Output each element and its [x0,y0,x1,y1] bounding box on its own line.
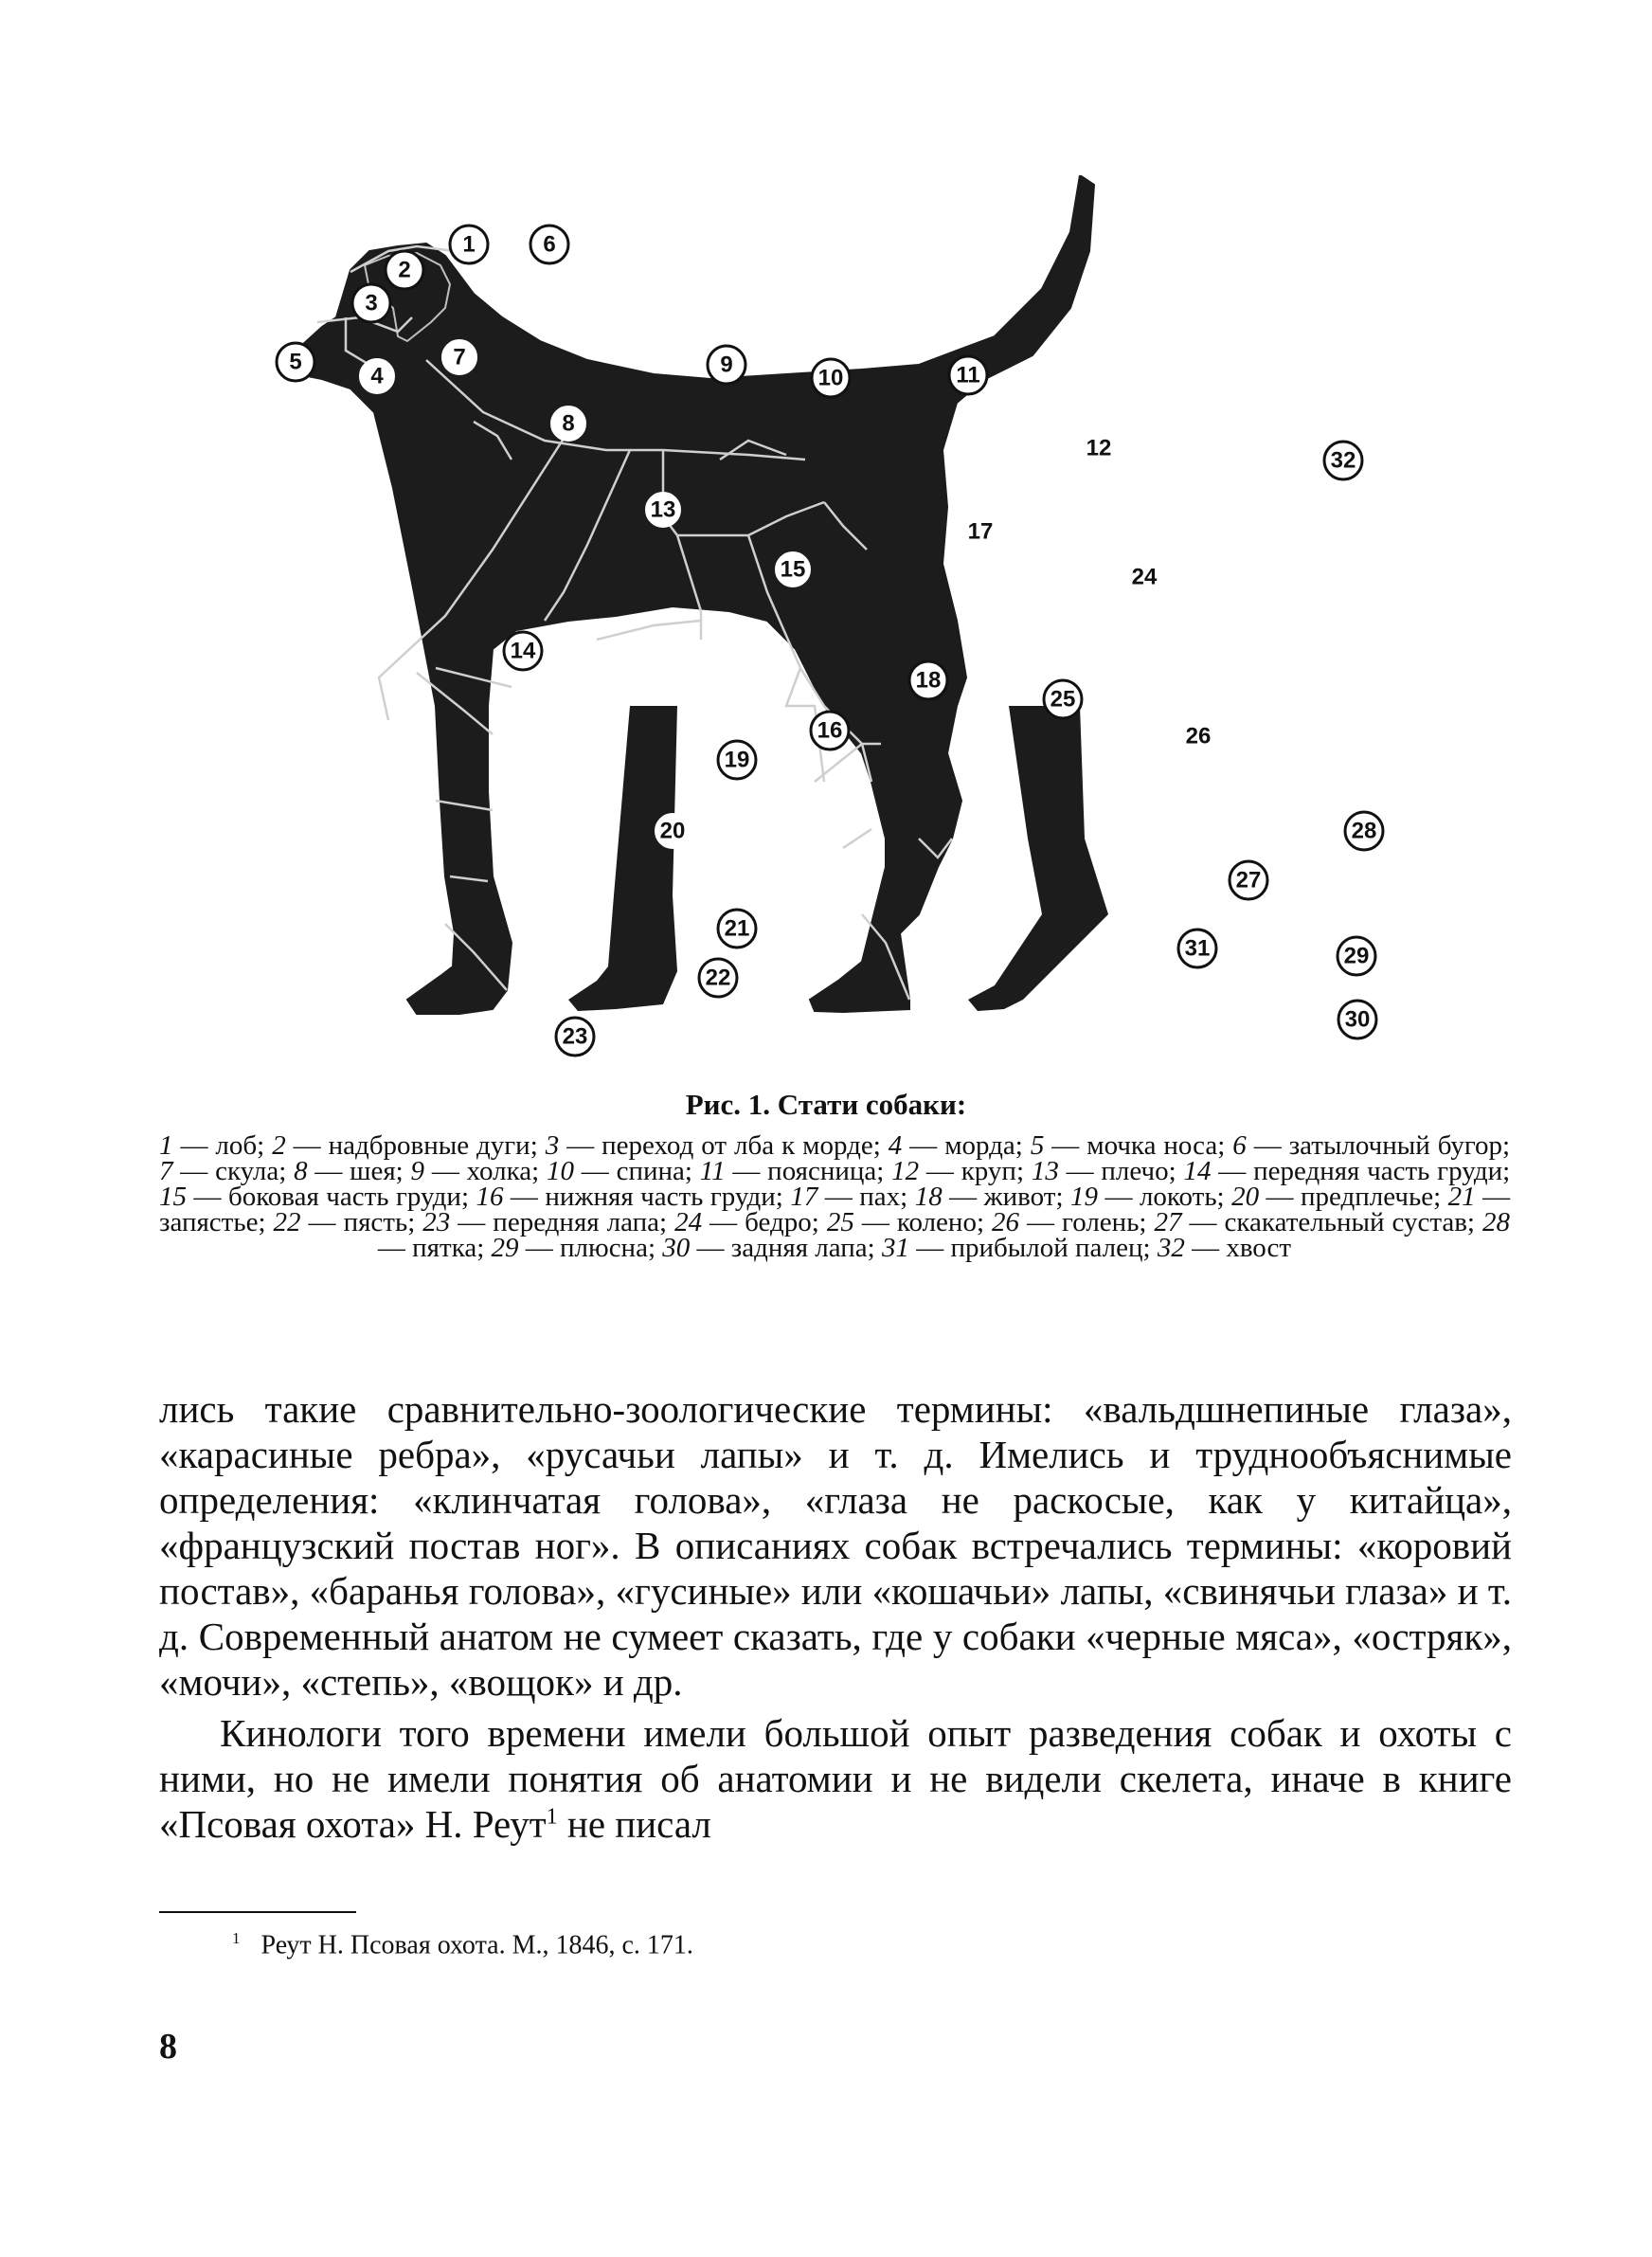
legend-entry-2: 2 — надбровные дуги; [272,1130,538,1161]
legend-entry-29: 29 — плюсна; [491,1233,656,1263]
legend-number: 27 [1154,1207,1182,1237]
svg-text:9: 9 [720,352,733,378]
svg-text:17: 17 [967,518,994,545]
legend-term: хвост [1226,1233,1292,1263]
legend-term: предплечье; [1301,1182,1442,1212]
legend-term: надбровные дуги; [328,1130,538,1161]
legend-term: задняя лапа; [730,1233,875,1263]
legend-number: 12 [891,1156,920,1186]
svg-text:23: 23 [562,1023,588,1050]
svg-text:5: 5 [289,349,302,375]
legend-entry-15: 15 — боковая часть груди; [159,1182,469,1212]
svg-text:29: 29 [1343,943,1370,969]
callout-17 [963,515,997,549]
legend-entry-26: 26 — голень; [992,1207,1147,1237]
svg-text:4: 4 [370,363,384,389]
legend-entry-10: 10 — спина; [547,1156,692,1186]
callout-3 [352,284,390,322]
footnote-text: Реут Н. Псовая охота. М., 1846, с. 171. [260,1930,693,1960]
callout-19 [718,741,756,779]
svg-text:7: 7 [453,344,466,370]
legend-term: лоб; [215,1130,265,1161]
legend-term: скула; [215,1156,287,1186]
legend-number: 6 [1232,1130,1247,1161]
svg-text:12: 12 [1086,435,1112,461]
callout-24 [1127,560,1161,594]
legend-entry-7: 7 — скула; [159,1156,287,1186]
legend-number: 8 [294,1156,308,1186]
dog-far-legs [568,706,1108,1011]
legend-term: круп; [961,1156,1025,1186]
legend-entry-4: 4 — морда; [888,1130,1023,1161]
legend-number: 4 [888,1130,903,1161]
svg-text:20: 20 [659,818,686,844]
legend-term: бедро; [745,1207,819,1237]
callout-8 [551,406,585,441]
figure-caption-title: Рис. 1. Стати собаки: [685,1088,967,1121]
legend-number: 17 [790,1182,818,1212]
legend-number: 1 [159,1130,173,1161]
footnote-mark: 1 [232,1929,241,1947]
legend-term: мочка носа; [1086,1130,1226,1161]
legend-number: 10 [547,1156,574,1186]
legend-number: 9 [410,1156,425,1186]
legend-term: живот; [983,1182,1064,1212]
callout-11 [949,356,987,394]
legend-number: 26 [992,1207,1020,1237]
legend-number: 32 [1157,1233,1185,1263]
callout-31 [1178,930,1216,967]
svg-text:13: 13 [650,497,676,523]
legend-entry-31: 31 — прибылой палец; [881,1233,1151,1263]
callout-28 [1345,812,1383,850]
callout-29 [1338,937,1375,975]
svg-text:15: 15 [780,556,806,583]
dog-anatomy-figure [256,175,1392,1071]
svg-text:21: 21 [724,915,750,942]
legend-entry-11: 11 — поясница; [699,1156,885,1186]
legend-number: 16 [476,1182,504,1212]
page-number: 8 [159,2027,177,2067]
callout-5 [277,343,314,381]
paragraph-2-text: Кинологи того времени имели большой опыт разведения собак и охоты с ними, но не имели понятия об анатомии и не видели скелета, иначе в книге «Псовая охота» Н. Реут [159,1711,1512,1846]
legend-term: переход от лба к морде; [602,1130,881,1161]
legend-entry-6: 6 — затылочный бугор; [1232,1130,1511,1161]
legend-number: 14 [1183,1156,1212,1186]
legend-number: 7 [159,1156,173,1186]
callout-1 [450,226,488,263]
legend-entry-1: 1 — лоб; [159,1130,265,1161]
legend-term: прибылой палец; [950,1233,1151,1263]
legend-term: морда; [944,1130,1023,1161]
callout-22 [699,959,737,997]
legend-number: 21 [1447,1182,1476,1212]
legend-entry-32: 32 — хвост [1157,1233,1292,1263]
legend-term: пятка; [412,1233,485,1263]
legend-term: поясница; [767,1156,885,1186]
legend-term: плечо; [1101,1156,1176,1186]
footnote-reference: 1 [546,1804,558,1830]
legend-entry-12: 12 — круп; [891,1156,1025,1186]
legend-term: пах; [859,1182,908,1212]
dog-silhouette-diagram [256,175,1392,1071]
callout-9 [708,346,745,384]
svg-text:19: 19 [724,747,750,773]
svg-text:26: 26 [1185,723,1212,749]
legend-number: 13 [1031,1156,1059,1186]
callout-20 [655,814,690,848]
callout-12 [1082,431,1116,465]
legend-term: запястье; [159,1207,266,1237]
legend-term: шея; [350,1156,404,1186]
legend-entry-22: 22 — пясть; [273,1207,416,1237]
callout-32 [1324,442,1362,479]
paragraph-2 [159,1710,1512,1847]
svg-text:18: 18 [915,667,942,694]
legend-number: 30 [662,1233,691,1263]
svg-text:3: 3 [365,290,378,316]
svg-text:24: 24 [1131,564,1158,590]
legend-entry-20: 20 — предплечье; [1231,1182,1442,1212]
legend-entry-13: 13 — плечо; [1031,1156,1176,1186]
footnote-divider [159,1911,356,1913]
legend-term: пясть; [343,1207,416,1237]
legend-entry-23: 23 — передняя лапа; [422,1207,668,1237]
legend-entry-30: 30 — задняя лапа; [662,1233,875,1263]
legend-number: 23 [422,1207,451,1237]
legend-number: 29 [491,1233,519,1263]
legend-number: 20 [1231,1182,1260,1212]
legend-term: голень; [1062,1207,1147,1237]
svg-text:10: 10 [817,365,844,391]
legend-term: боковая часть груди; [227,1182,469,1212]
body-text [159,1386,1512,1847]
svg-text:1: 1 [462,231,476,258]
legend-entry-24: 24 — бедро; [674,1207,819,1237]
legend-number: 28 [1482,1207,1511,1237]
legend-number: 2 [272,1130,286,1161]
callout-14 [504,632,542,670]
legend-number: 18 [914,1182,943,1212]
legend-entry-28: 28 — пятка; [377,1207,1511,1263]
callout-15 [776,552,810,587]
svg-text:16: 16 [817,717,843,744]
legend-entry-25: 25 — колено; [826,1207,984,1237]
legend-term: колено; [896,1207,984,1237]
legend-term: спина; [616,1156,692,1186]
svg-text:8: 8 [562,410,575,437]
svg-text:22: 22 [705,965,731,991]
legend-number: 5 [1030,1130,1045,1161]
callout-23 [556,1018,594,1056]
callout-6 [530,226,568,263]
legend-entry-18: 18 — живот; [914,1182,1064,1212]
svg-text:28: 28 [1351,818,1377,844]
legend-term: плюсна; [560,1233,656,1263]
legend-term: локоть; [1139,1182,1225,1212]
legend-entry-14: 14 — передняя часть груди; [1183,1156,1511,1186]
legend-number: 31 [881,1233,909,1263]
legend-number: 11 [699,1156,726,1186]
legend-entry-17: 17 — пах; [790,1182,908,1212]
svg-text:31: 31 [1184,935,1211,962]
callout-2 [386,251,423,289]
legend-entry-5: 5 — мочка носа; [1030,1130,1226,1161]
legend-entry-16: 16 — нижняя часть груди; [476,1182,783,1212]
svg-text:2: 2 [398,257,411,283]
callout-16 [811,712,849,749]
legend-term: скакательный сустав; [1224,1207,1475,1237]
legend-term: нижняя часть груди; [545,1182,783,1212]
callout-7 [442,340,476,374]
legend-term: передняя часть груди; [1253,1156,1511,1186]
legend-term: передняя лапа; [493,1207,668,1237]
legend-number: 24 [674,1207,703,1237]
footnote [232,1929,693,1960]
legend-entry-21: 21 — запястье; [159,1182,1511,1237]
svg-text:14: 14 [510,638,536,664]
svg-text:6: 6 [543,231,556,258]
svg-text:27: 27 [1235,867,1262,894]
legend-entry-9: 9 — холка; [410,1156,540,1186]
svg-text:32: 32 [1330,447,1356,474]
svg-text:25: 25 [1050,686,1076,713]
legend-number: 25 [826,1207,854,1237]
legend-number: 3 [545,1130,560,1161]
legend-entry-8: 8 — шея; [294,1156,404,1186]
callout-30 [1338,1001,1376,1038]
svg-text:11: 11 [956,362,980,388]
paragraph-1: лись такие сравнительно-зоологические термины: «вальдшнепиные глаза», «карасиные ребра», «русачьи лапы» и т. д. Имелись и труднообъяснимые определения: «клинчатая голова», «глаза не раскосые, как у китайца», «французский постав ног». В описаниях собак встречались термины: «коровий постав», «баранья голова», «гусиные» или «кошачьи» лапы, «свинячьи глаза» и т. д. Современный анатом не сумеет сказать, где у собаки «черные мяса», «остряк», «мочи», «степь», «вощок» и др. [159,1387,1512,1704]
callout-4 [360,359,394,393]
legend-entry-3: 3 — переход от лба к морде; [545,1130,881,1161]
svg-text:30: 30 [1344,1006,1371,1033]
callout-10 [812,359,850,397]
callout-26 [1181,719,1215,753]
callout-13 [646,493,680,527]
paragraph-2-end: не писал [557,1802,711,1846]
callout-27 [1230,861,1267,899]
legend-term: затылочный бугор; [1288,1130,1511,1161]
figure-caption-legend [159,1130,1511,1263]
legend-number: 15 [159,1182,187,1212]
legend-number: 22 [273,1207,301,1237]
legend-entry-19: 19 — локоть; [1070,1182,1225,1212]
callout-21 [718,910,756,948]
legend-term: холка; [466,1156,540,1186]
legend-entry-27: 27 — скакательный сустав; [1154,1207,1475,1237]
callout-25 [1044,680,1082,718]
legend-number: 19 [1070,1182,1098,1212]
callout-18 [909,661,947,699]
